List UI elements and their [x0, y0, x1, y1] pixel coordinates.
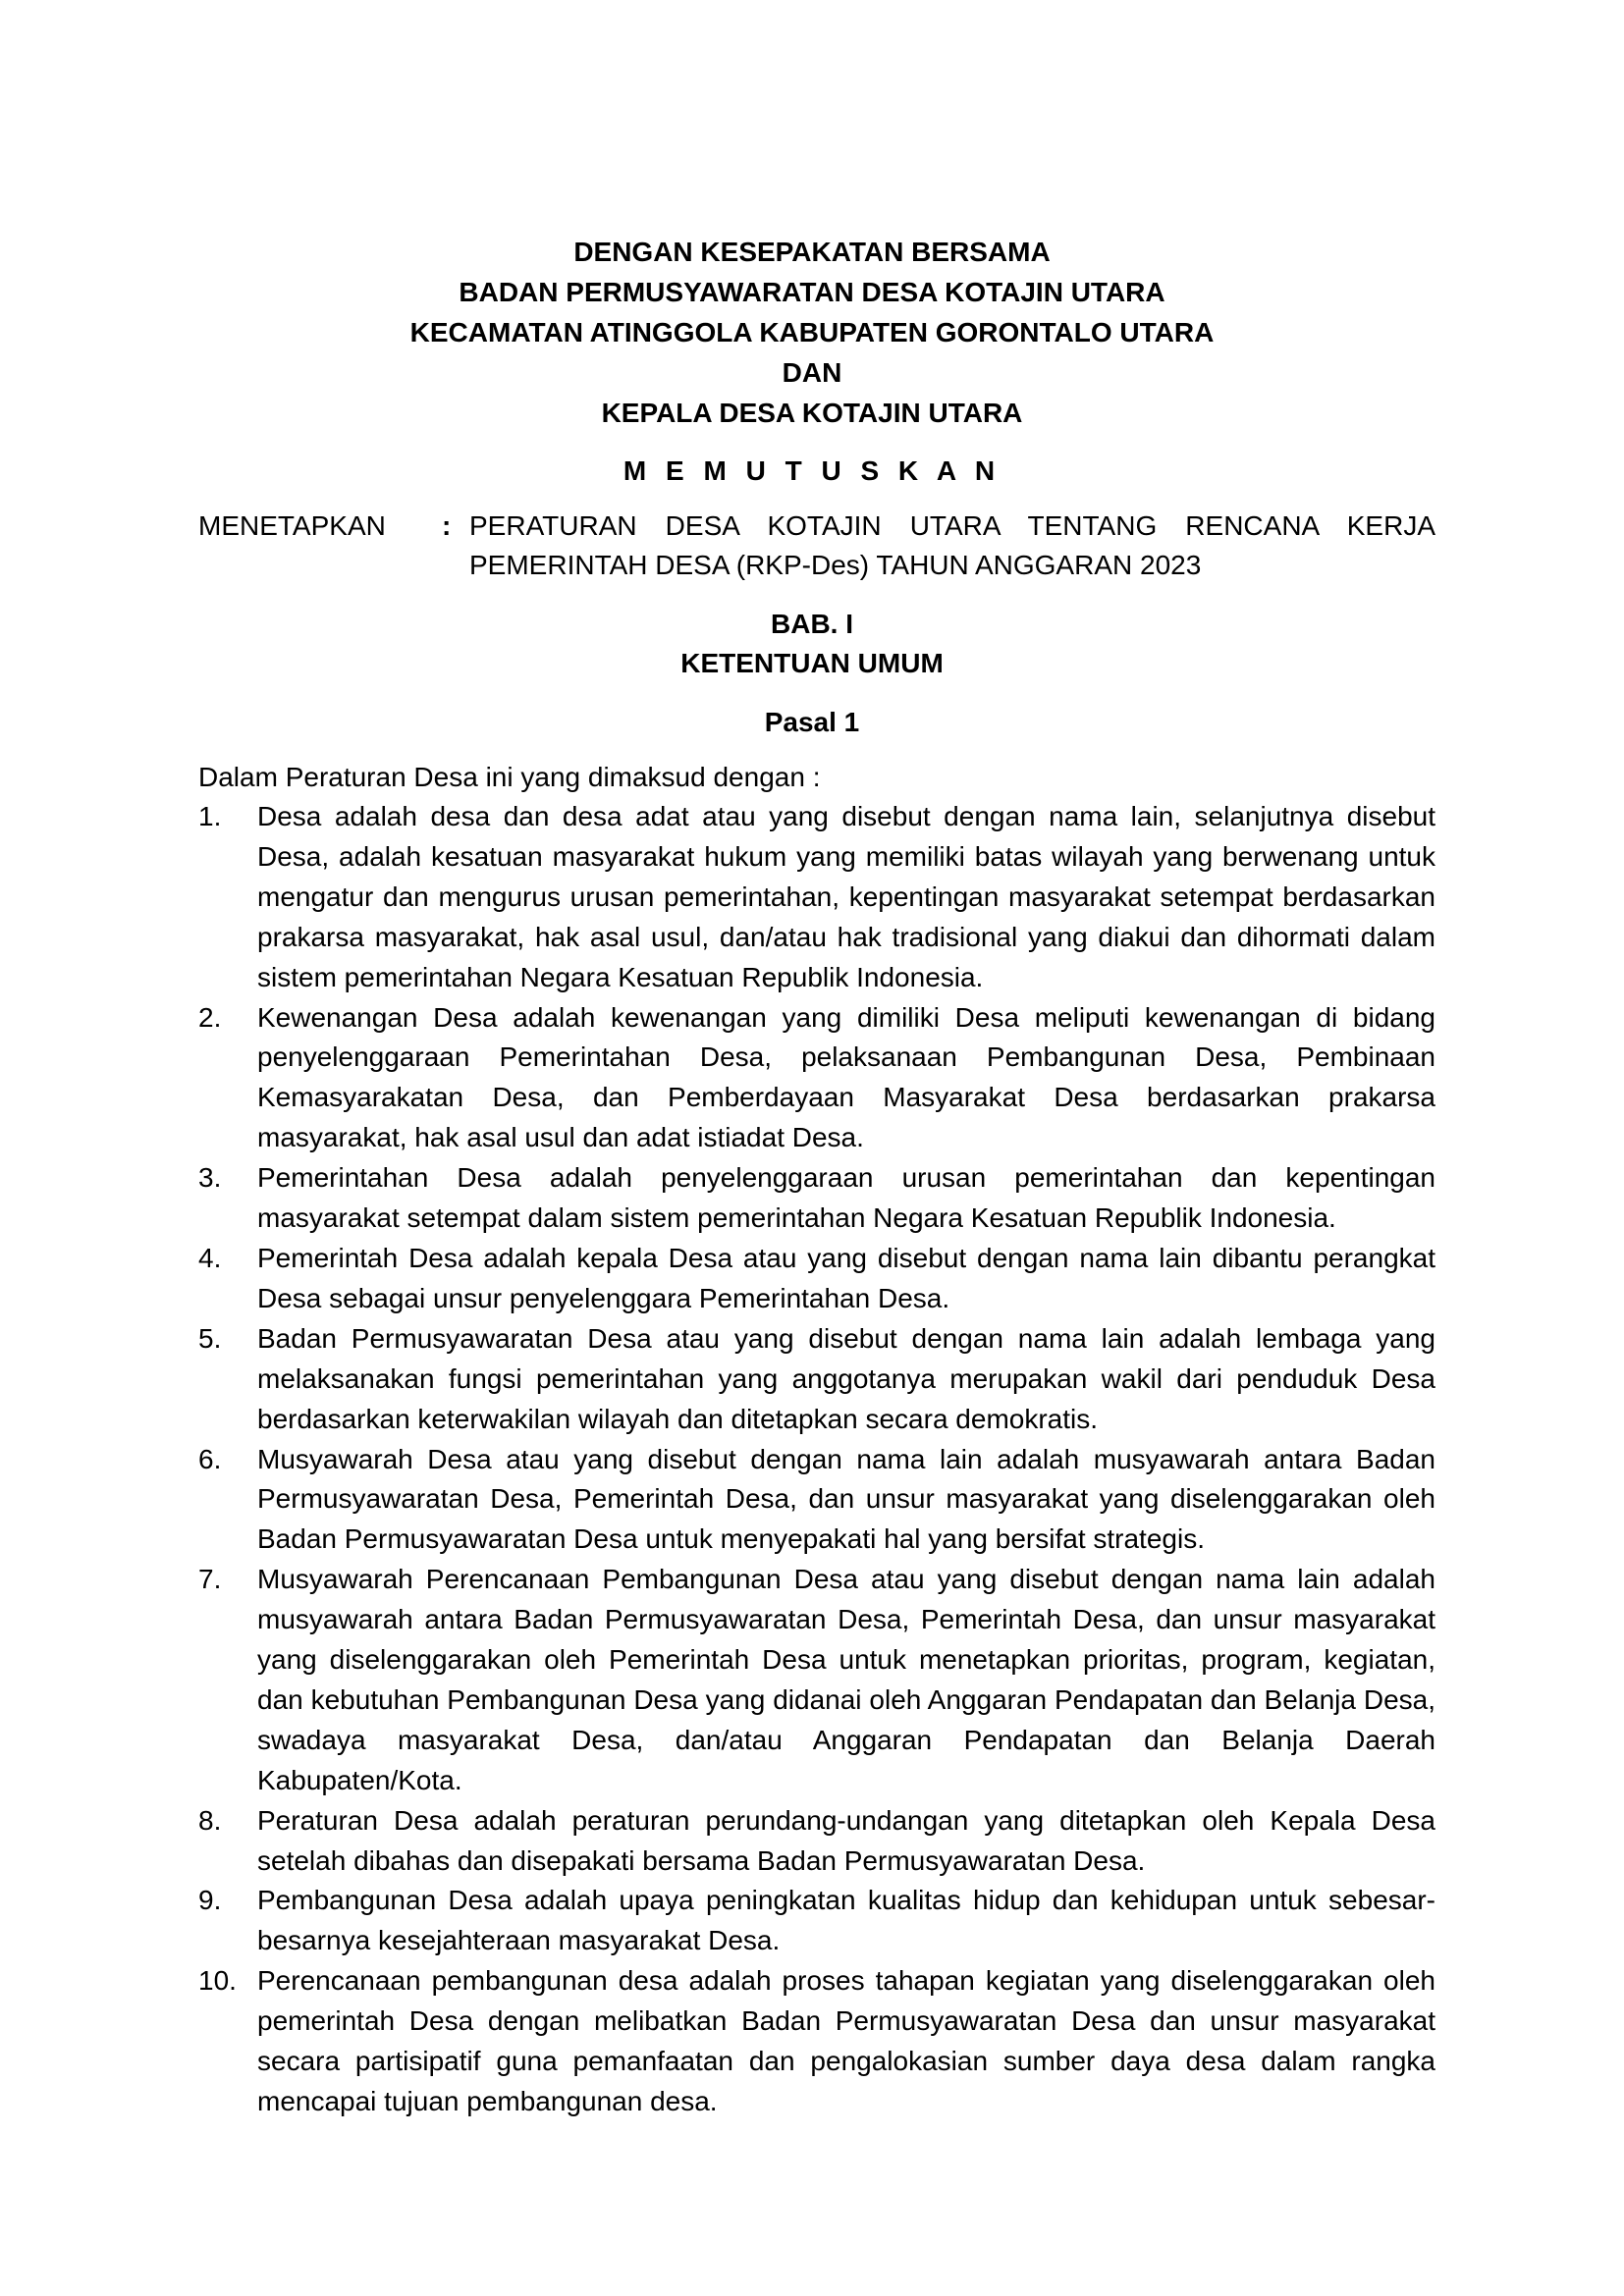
header-line-and: DAN — [782, 357, 842, 388]
list-item — [198, 1319, 1435, 1440]
menetapkan-colon: : — [442, 510, 452, 541]
list-item — [198, 998, 1435, 1159]
decision-heading: M E M U T U S K A N — [623, 455, 1001, 486]
list-item-number: 7. — [198, 1564, 222, 1595]
list-item-text: Desa adalah desa dan desa adat atau yang disebut dengan nama lain, selanjutnya disebut Desa, adalah kesatuan masyarakat hukum yang memiliki batas wilayah yang berwenang untuk mengatur dan mengurus urusan pemerintahan, kepentingan masyarakat setempat berdasarkan prakarsa masyarakat, hak asal usul, dan/atau hak tradisional yang diakui dan dihormati dalam sistem pemerintahan Negara Kesatuan Republik Indonesia. — [257, 801, 1435, 992]
header-line-bpd: BADAN PERMUSYAWARATAN DESA KOTAJIN UTARA — [459, 277, 1165, 307]
menetapkan-label: MENETAPKAN — [198, 510, 386, 541]
list-item-number: 1. — [198, 801, 222, 831]
list-item-text: Perencanaan pembangunan desa adalah proses tahapan kegiatan yang diselenggarakan oleh pemerintah Desa dengan melibatkan Badan Permusyawaratan Desa dan unsur masyarakat secara partisipatif guna pemanfaatan dan pengalokasian sumber daya desa dalam rangka mencapai tujuan pembangunan desa. — [257, 1965, 1435, 2116]
definitions-list — [198, 797, 1435, 2122]
intro-text: Dalam Peraturan Desa ini yang dimaksud dengan : — [198, 762, 821, 792]
list-item-text: Pemerintahan Desa adalah penyelenggaraan urusan pemerintahan dan kepentingan masyarakat setempat dalam sistem pemerintahan Negara Kesatuan Republik Indonesia. — [257, 1162, 1435, 1234]
list-item-number: 2. — [198, 1001, 222, 1033]
list-item — [198, 1961, 1435, 2122]
header-line-agreement: DENGAN KESEPAKATAN BERSAMA — [573, 237, 1051, 267]
list-item — [198, 1158, 1435, 1239]
list-item — [198, 1560, 1435, 1800]
chapter-title: KETENTUAN UMUM — [680, 648, 944, 678]
list-item-number: 5. — [198, 1322, 222, 1354]
list-item-number: 3. — [198, 1162, 222, 1194]
list-item-number: 8. — [198, 1804, 222, 1836]
article-heading: Pasal 1 — [764, 707, 860, 737]
list-item — [198, 797, 1435, 998]
list-item — [198, 1440, 1435, 1561]
header-line-village-head: KEPALA DESA KOTAJIN UTARA — [601, 398, 1023, 428]
list-item-number: 4. — [198, 1242, 222, 1273]
list-item — [198, 1801, 1435, 1882]
menetapkan-value-line-1: PERATURAN DESA KOTAJIN UTARA TENTANG RENCANA KERJA — [469, 510, 1435, 541]
list-item-number: 6. — [198, 1443, 222, 1474]
list-item — [198, 1239, 1435, 1319]
list-item-text: Musyawarah Perencanaan Pembangunan Desa atau yang disebut dengan nama lain adalah musyawarah antara Badan Permusyawaratan Desa, Pemerintah Desa, dan unsur masyarakat yang diselenggarakan oleh Pemerintah Desa untuk menetapkan prioritas, program, kegiatan, dan kebutuhan Pembangunan Desa yang didanai oleh Anggaran Pendapatan dan Belanja Desa, swadaya masyarakat Desa, dan/atau Anggaran Pendapatan dan Belanja Daerah Kabupaten/Kota. — [257, 1564, 1435, 1795]
list-item-text: Musyawarah Desa atau yang disebut dengan nama lain adalah musyawarah antara Badan Permusyawaratan Desa, Pemerintah Desa, dan unsur masyarakat yang diselenggarakan oleh Badan Permusyawaratan Desa untuk menyepakati hal yang bersifat strategis. — [257, 1443, 1435, 1555]
list-item-text: Pemerintah Desa adalah kepala Desa atau yang disebut dengan nama lain dibantu perangkat Desa sebagai unsur penyelenggara Pemerintahan Desa. — [257, 1242, 1435, 1313]
menetapkan-value — [469, 507, 1435, 585]
list-item-text: Badan Permusyawaratan Desa atau yang disebut dengan nama lain adalah lembaga yang melaksanakan fungsi pemerintahan yang anggotanya merupakan wakil dari penduduk Desa berdasarkan keterwakilan wilayah dan ditetapkan secara demokratis. — [257, 1322, 1435, 1434]
chapter-number: BAB. I — [771, 609, 853, 639]
list-item-text: Pembangunan Desa adalah upaya peningkatan kualitas hidup dan kehidupan untuk sebesar-besarnya kesejahteraan masyarakat Desa. — [257, 1885, 1435, 1956]
list-item-text: Kewenangan Desa adalah kewenangan yang dimiliki Desa meliputi kewenangan di bidang penyelenggaraan Pemerintahan Desa, pelaksanaan Pembangunan Desa, Pembinaan Kemasyarakatan Desa, dan Pemberdayaan Masyarakat Desa berdasarkan prakarsa masyarakat, hak asal usul dan adat istiadat Desa. — [257, 1001, 1435, 1153]
list-item-text: Peraturan Desa adalah peraturan perundang-undangan yang ditetapkan oleh Kepala Desa setelah dibahas dan disepakati bersama Badan Permusyawaratan Desa. — [257, 1804, 1435, 1876]
list-item-number: 9. — [198, 1885, 222, 1916]
header-line-district: KECAMATAN ATINGGOLA KABUPATEN GORONTALO UTARA — [409, 317, 1215, 347]
list-item — [198, 1881, 1435, 1961]
menetapkan-value-line-2: PEMERINTAH DESA (RKP-Des) TAHUN ANGGARAN 2023 — [469, 550, 1202, 580]
list-item-number: 10. — [198, 1965, 237, 1997]
